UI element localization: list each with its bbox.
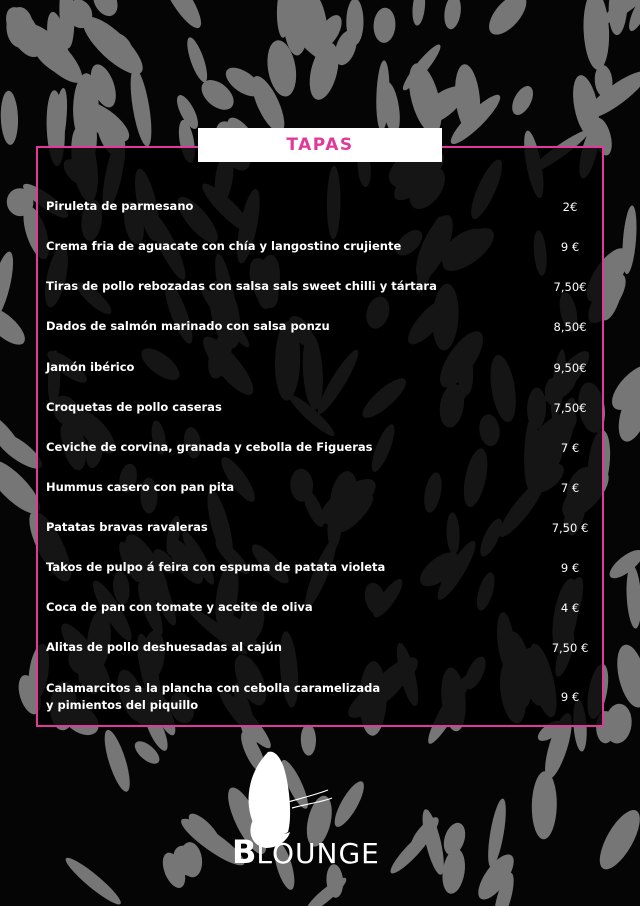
background-blob <box>183 35 211 84</box>
item-price: 2€ <box>562 199 578 214</box>
menu-item <box>46 278 588 295</box>
background-blob <box>411 0 427 26</box>
item-name: Croquetas de pollo caseras <box>46 400 222 414</box>
background-blob <box>156 0 208 33</box>
menu-item <box>46 519 588 536</box>
item-price: 7,50 € <box>551 520 589 535</box>
item-price: 4 € <box>560 600 580 615</box>
menu-item <box>46 318 588 335</box>
menu-title: TAPAS <box>286 135 354 155</box>
menu-title-box <box>198 128 442 162</box>
menu-item <box>46 439 588 456</box>
item-price: 9 € <box>560 560 580 575</box>
background-blob <box>582 0 611 70</box>
brand-logo-word: LOUNGE <box>256 837 380 870</box>
brand-logo-letter: B <box>232 833 257 871</box>
item-price: 7,50 € <box>551 640 589 655</box>
background-blob <box>442 0 463 30</box>
background-blob <box>607 0 628 35</box>
item-name: Calamarcitos a la plancha con cebolla caramelizada y pimientos del piquillo <box>46 681 381 712</box>
menu-item <box>46 198 588 215</box>
item-name: Dados de salmón marinado con salsa ponzu <box>46 319 330 333</box>
background-blob <box>373 7 397 43</box>
menu-item <box>46 559 588 576</box>
background-blob <box>531 771 557 840</box>
item-price: 7 € <box>560 480 580 495</box>
item-price: 7 € <box>560 440 580 455</box>
background-blob <box>482 0 533 41</box>
background-blob <box>592 804 640 875</box>
item-price: 9,50€ <box>553 360 587 375</box>
menu-item <box>46 639 588 656</box>
menu-item <box>46 479 588 496</box>
background-blob <box>0 301 31 351</box>
item-name: Patatas bravas ravaleras <box>46 520 208 534</box>
background-blob <box>0 90 19 145</box>
menu-item <box>46 359 588 376</box>
menu-item <box>46 238 588 255</box>
menu-item <box>46 599 588 616</box>
background-blob <box>620 205 638 275</box>
background-blob <box>508 83 537 119</box>
background-blob <box>126 67 155 148</box>
item-name: Crema fria de aguacate con chía y langostino crujiente <box>46 239 402 253</box>
item-name: Jamón ibérico <box>46 360 135 374</box>
menu-item <box>46 680 588 714</box>
menu-item <box>46 399 588 416</box>
item-price: 9 € <box>560 239 580 254</box>
background-blob <box>440 820 469 858</box>
item-price: 7,50€ <box>553 400 587 415</box>
item-price: 7,50€ <box>553 279 587 294</box>
background-blob <box>62 853 125 906</box>
item-price: 8,50€ <box>553 319 587 334</box>
item-name: Piruleta de parmesano <box>46 199 194 213</box>
item-name: Alitas de pollo deshuesadas al cajún <box>46 640 282 654</box>
background-blob <box>88 0 122 20</box>
item-price: 9 € <box>560 690 580 704</box>
background-blob <box>612 642 640 711</box>
background-blob <box>625 565 640 629</box>
brand-logo-text <box>232 833 412 871</box>
item-name: Tiras de pollo rebozadas con salsa sals sweet chilli y tártara <box>46 279 437 293</box>
item-name: Ceviche de corvina, granada y cebolla de Figueras <box>46 440 373 454</box>
background-blob <box>100 727 135 794</box>
item-name: Hummus casero con pan pita <box>46 480 235 494</box>
item-name: Coca de pan con tomate y aceite de oliva <box>46 600 313 614</box>
item-name: Takos de pulpo á feira con espuma de patata violeta <box>46 560 386 574</box>
